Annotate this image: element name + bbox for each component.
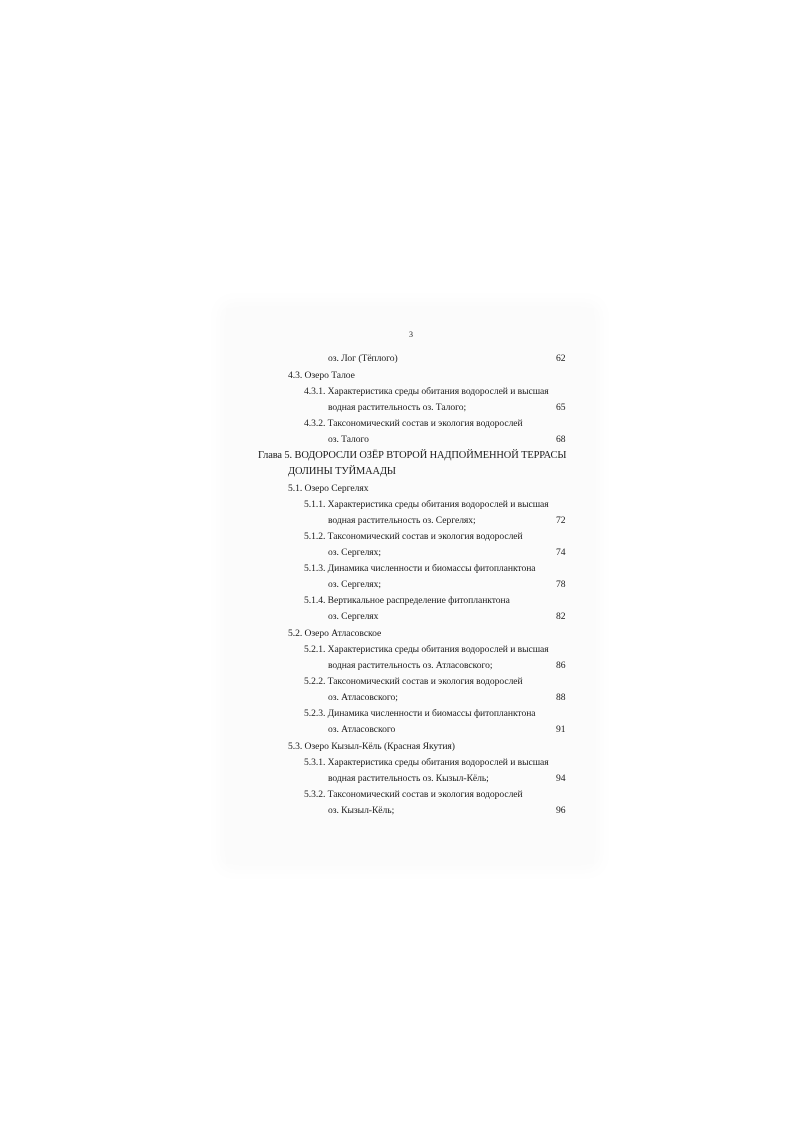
toc-chapter-heading: Глава 5. ВОДОРОСЛИ ОЗЁР ВТОРОЙ НАДПОЙМЕННОЙ ТЕРРАСЫ (258, 450, 567, 461)
toc-entry-text: 5.2.1. Характеристика среды обитания водорослей и высшая (304, 644, 549, 655)
toc-entry-page: 68 (556, 434, 566, 445)
toc-entry-text: оз. Атласовского; (328, 692, 398, 703)
toc-entry-page: 96 (556, 805, 566, 816)
toc-entry-page: 78 (556, 579, 566, 590)
toc-section-heading: 5.1. Озеро Сергелях (288, 483, 369, 494)
page-number: 3 (409, 330, 413, 339)
toc-entry-text: 5.1.1. Характеристика среды обитания водорослей и высшая (304, 499, 549, 510)
toc-entry-text: 5.3.1. Характеристика среды обитания водорослей и высшая (304, 757, 549, 768)
toc-entry-text: 4.3.1. Характеристика среды обитания водорослей и высшая (304, 386, 549, 397)
toc-entry-text: оз. Сергелях; (328, 547, 382, 558)
toc-entry-page: 88 (556, 692, 566, 703)
toc-entry-text: водная растительность оз. Кызыл-Кёль; (328, 773, 489, 784)
toc-section-heading: 4.3. Озеро Талое (288, 370, 355, 381)
toc-entry-text: оз. Сергелях (328, 611, 379, 622)
toc-entry-page: 74 (556, 547, 566, 558)
toc-entry-text: оз. Талого (328, 434, 369, 445)
toc-entry-page: 72 (556, 515, 566, 526)
toc-entry-page: 82 (556, 611, 566, 622)
toc-entry-text: оз. Атласовского (328, 724, 396, 735)
toc-entry-text: водная растительность оз. Атласовского; (328, 660, 493, 671)
toc-entry-text: 5.3.2. Таксономический состав и экология водорослей (304, 789, 523, 800)
toc-section-heading: 5.2. Озеро Атласовское (288, 628, 382, 639)
toc-entry-text: 5.2.2. Таксономический состав и экология водорослей (304, 676, 523, 687)
toc-chapter-heading: ДОЛИНЫ ТУЙМААДЫ (288, 466, 396, 477)
toc-entry-text: оз. Лог (Тёплого) (328, 353, 398, 364)
toc-entry-text: водная растительность оз. Талого; (328, 402, 467, 413)
toc-entry-text: оз. Кызыл-Кёль; (328, 805, 395, 816)
toc-entry-page: 91 (556, 724, 566, 735)
toc-entry-page: 62 (556, 353, 566, 364)
toc-entry-page: 65 (556, 402, 566, 413)
toc-section-heading: 5.3. Озеро Кызыл-Кёль (Красная Якутия) (288, 741, 455, 752)
toc-entry-page: 94 (556, 773, 566, 784)
toc-entry-text: 5.1.3. Динамика численности и биомассы фитопланктона (304, 563, 536, 574)
toc-entry-text: 5.1.2. Таксономический состав и экология водорослей (304, 531, 523, 542)
toc-entry-text: водная растительность оз. Сергелях; (328, 515, 476, 526)
toc-entry-text: 5.1.4. Вертикальное распределение фитопланктона (304, 595, 510, 606)
toc-entry-page: 86 (556, 660, 566, 671)
toc-entry-text: оз. Сергелях; (328, 579, 382, 590)
toc-entry-text: 4.3.2. Таксономический состав и экология водорослей (304, 418, 523, 429)
toc-entry-text: 5.2.3. Динамика численности и биомассы фитопланктона (304, 708, 536, 719)
